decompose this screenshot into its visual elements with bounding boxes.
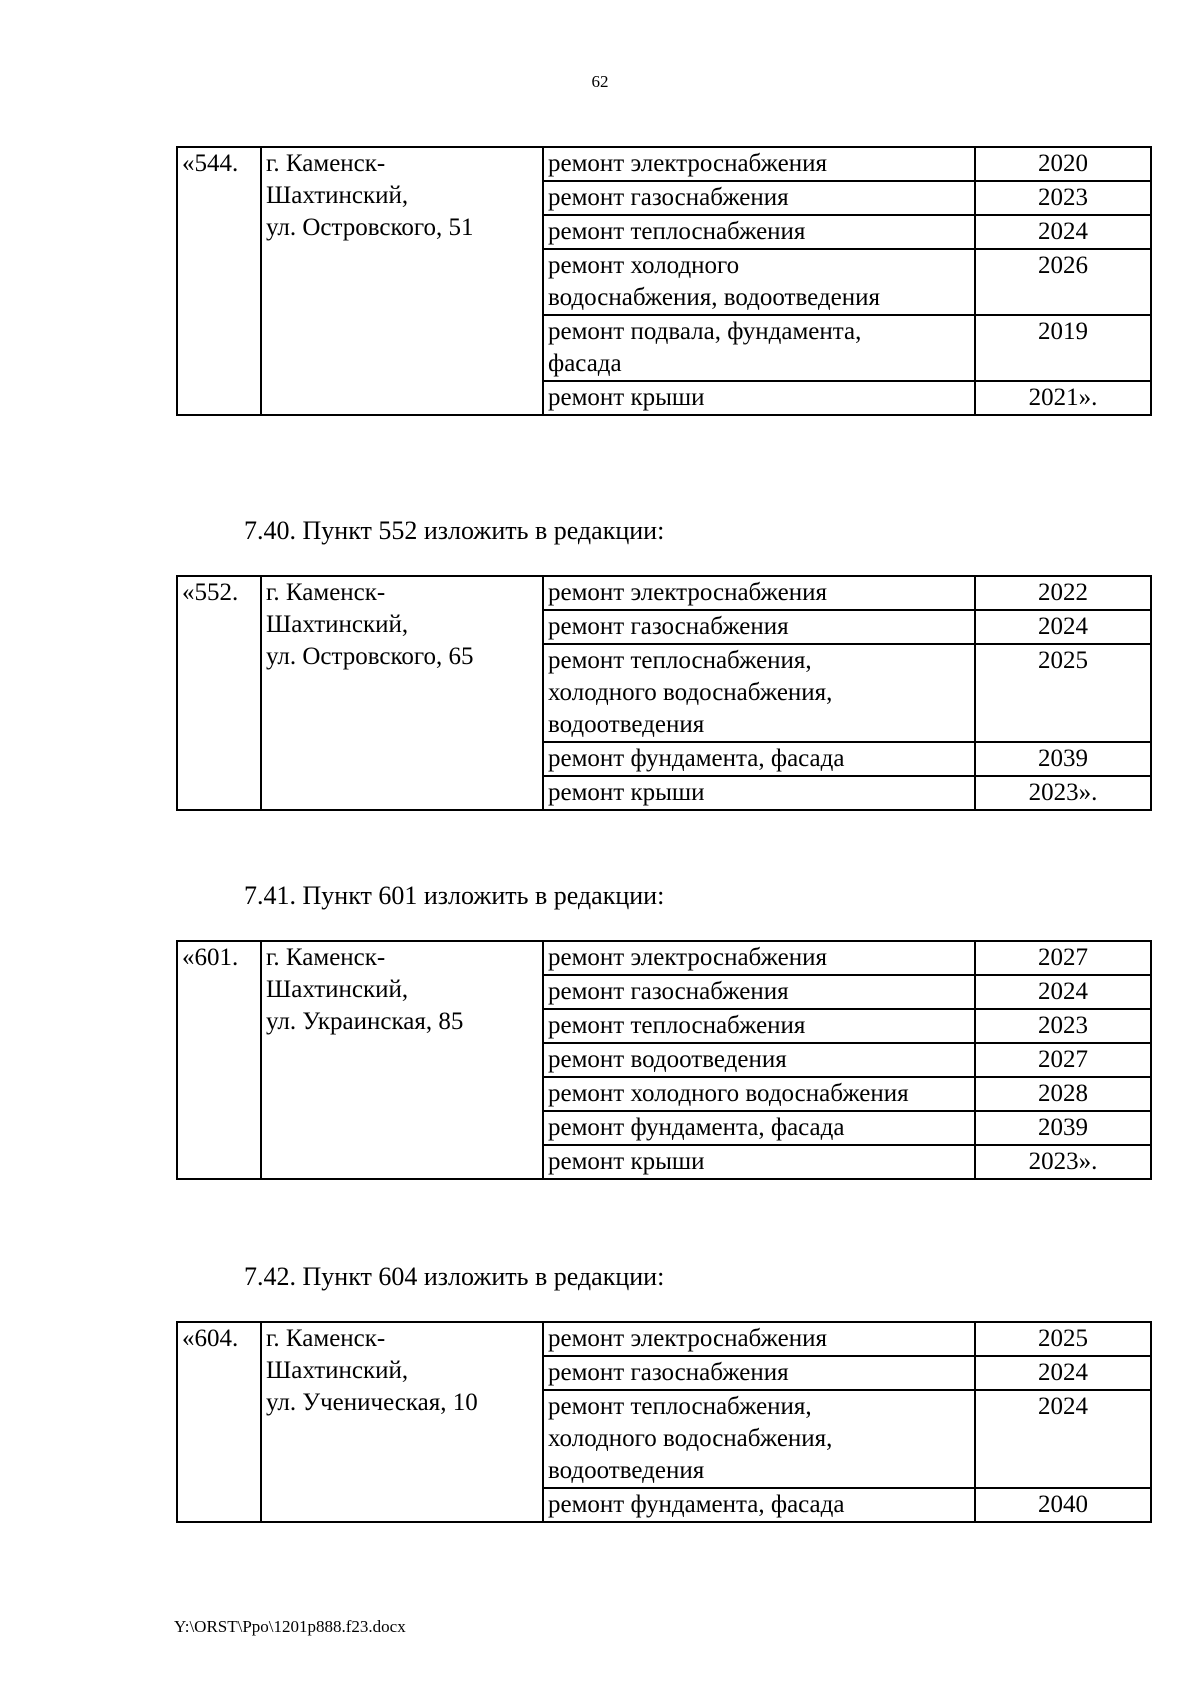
table-row [177,1322,1151,1356]
table-row [177,941,1151,975]
year-cell: 2019 [975,315,1151,381]
work-type-cell [543,215,975,249]
work-type-cell [543,147,975,181]
text-line: г. Каменск- [266,579,386,606]
year-cell: 2023». [975,776,1151,810]
text-line: ремонт теплоснабжения [548,1012,806,1039]
year-cell: 2039 [975,742,1151,776]
text-line: ремонт холодного [548,252,740,279]
section-544 [176,146,1152,416]
text-line: ул. Украинская, 85 [266,1008,464,1035]
address-cell [261,1322,543,1522]
text-line: Шахтинский, [266,611,409,638]
text-line: ремонт электроснабжения [548,944,827,971]
text-line: ул. Островского, 51 [266,214,474,241]
item-number: «604. [177,1322,261,1522]
text-line: Шахтинский, [266,976,409,1003]
section-intro: 7.40. Пункт 552 изложить в редакции: [244,516,665,545]
text-line: ремонт электроснабжения [548,579,827,606]
year-cell: 2023». [975,1145,1151,1179]
text-line: ремонт крыши [548,384,705,411]
text-line: ул. Ученическая, 10 [266,1389,478,1416]
text-line: ремонт газоснабжения [548,978,789,1005]
address-cell [261,147,543,415]
text-line: ремонт фундамента, фасада [548,1491,845,1518]
text-line: ремонт электроснабжения [548,1325,827,1352]
work-type-cell [543,576,975,610]
works-table [176,575,1152,811]
item-number: «552. [177,576,261,810]
year-cell: 2022 [975,576,1151,610]
text-line: ремонт водоотведения [548,1046,787,1073]
work-type-cell [543,315,975,381]
text-line: ремонт электроснабжения [548,150,827,177]
work-type-cell [543,610,975,644]
year-cell: 2024 [975,215,1151,249]
page-number: 62 [591,72,609,91]
text-line: ремонт газоснабжения [548,613,789,640]
text-line: ремонт теплоснабжения [548,218,806,245]
work-type-cell [543,1322,975,1356]
section-601 [176,881,1152,1180]
text-line: ремонт подвала, фундамента, [548,318,862,345]
text-line: Шахтинский, [266,182,409,209]
year-cell: 2039 [975,1111,1151,1145]
table-row [177,147,1151,181]
year-cell: 2023 [975,1009,1151,1043]
text-line: водоотведения [548,711,705,738]
address-cell [261,941,543,1179]
work-type-cell [543,941,975,975]
text-line: водоотведения [548,1457,705,1484]
section-intro: 7.41. Пункт 601 изложить в редакции: [244,881,665,910]
year-cell: 2025 [975,1322,1151,1356]
work-type-cell [543,1356,975,1390]
work-type-cell [543,975,975,1009]
year-cell: 2021». [975,381,1151,415]
year-cell: 2040 [975,1488,1151,1522]
section-intro: 7.42. Пункт 604 изложить в редакции: [244,1262,665,1291]
text-line: ремонт крыши [548,1148,705,1175]
work-type-cell [543,644,975,742]
work-type-cell [543,742,975,776]
year-cell: 2024 [975,1390,1151,1488]
year-cell: 2020 [975,147,1151,181]
file-path-footer: Y:\ORST\Ppo\1201p888.f23.docx [174,1617,406,1636]
year-cell: 2028 [975,1077,1151,1111]
item-number: «601. [177,941,261,1179]
text-line: г. Каменск- [266,1325,386,1352]
year-cell: 2026 [975,249,1151,315]
work-type-cell [543,1009,975,1043]
text-line: ремонт холодного водоснабжения [548,1080,909,1107]
work-type-cell [543,181,975,215]
text-line: ремонт теплоснабжения, [548,1393,812,1420]
year-cell: 2025 [975,644,1151,742]
text-line: Шахтинский, [266,1357,409,1384]
text-line: фасада [548,350,622,377]
section-552 [176,516,1152,811]
text-line: г. Каменск- [266,944,386,971]
work-type-cell [543,381,975,415]
text-line: г. Каменск- [266,150,386,177]
year-cell: 2024 [975,975,1151,1009]
year-cell: 2023 [975,181,1151,215]
section-604 [176,1262,1152,1523]
year-cell: 2024 [975,610,1151,644]
address-cell [261,576,543,810]
work-type-cell [543,1145,975,1179]
table-row [177,576,1151,610]
text-line: ремонт теплоснабжения, [548,647,812,674]
works-table [176,146,1152,416]
work-type-cell [543,1111,975,1145]
text-line: ремонт крыши [548,779,705,806]
work-type-cell [543,1390,975,1488]
work-type-cell [543,776,975,810]
text-line: холодного водоснабжения, [548,679,833,706]
work-type-cell [543,1077,975,1111]
work-type-cell [543,249,975,315]
text-line: холодного водоснабжения, [548,1425,833,1452]
work-type-cell [543,1043,975,1077]
text-line: ремонт фундамента, фасада [548,1114,845,1141]
year-cell: 2027 [975,941,1151,975]
text-line: ремонт газоснабжения [548,1359,789,1386]
works-table [176,1321,1152,1523]
work-type-cell [543,1488,975,1522]
item-number: «544. [177,147,261,415]
text-line: ул. Островского, 65 [266,643,474,670]
year-cell: 2027 [975,1043,1151,1077]
text-line: ремонт фундамента, фасада [548,745,845,772]
year-cell: 2024 [975,1356,1151,1390]
text-line: ремонт газоснабжения [548,184,789,211]
works-table [176,940,1152,1180]
text-line: водоснабжения, водоотведения [548,284,880,311]
